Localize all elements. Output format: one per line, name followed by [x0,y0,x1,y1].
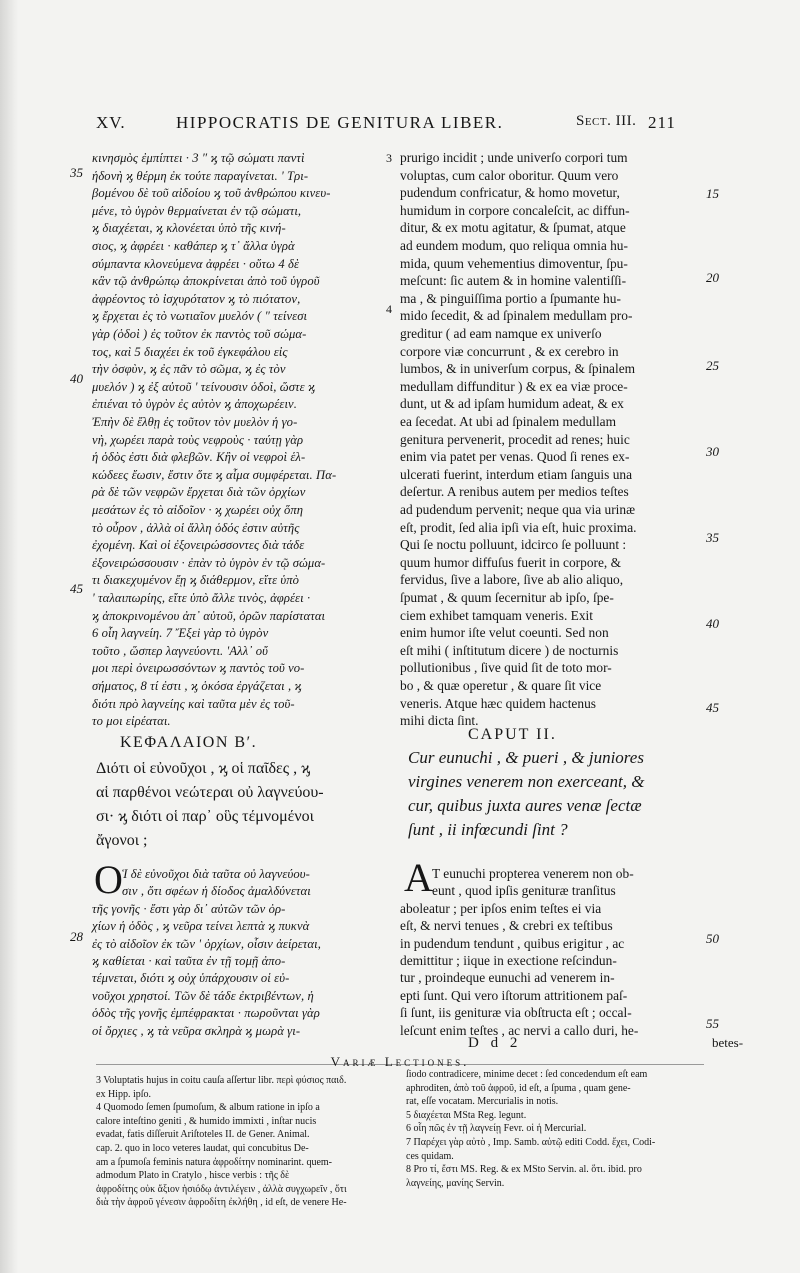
note-marker: 4 [386,302,392,316]
greek-text-line: γὰρ (ὁδοὶ ) ἐς τοῦτον ἐκ παντὸς τοῦ σώμα- [92,327,307,341]
greek-text-line: τος, καὶ 5 διαχέει ἐκ τοῦ ἐγκεφάλου εἰς [92,344,288,359]
latin-text-line: eſt, & nervi tenues , & crebri ex teſtibus [400,918,613,934]
latin-text-line: in pudendum tendunt , quibus erigitur , ac [400,935,625,951]
greek-text-line: ὁδὸς τῆς γονῆς ἐμπέφρακται · πωροῦνται γὰρ [92,1006,320,1021]
line-number: 35 [70,165,83,180]
latin-chapter-title-line: cur, quibus juxta aures venæ ſectæ [408,796,642,815]
line-number: 45 [70,581,83,596]
line-number: 45 [706,700,719,715]
variant-reading-line: cap. 2. quo in loco veteres laudat, qui concubitus De- [96,1143,309,1154]
greek-text-line: ἐξονειρώσσουσιν · ἐπὰν τὸ ὑγρὸν ἐν τῷ σώμα- [92,555,326,570]
latin-text-line: leſcunt enim teſtes , ac nervi a callo duri, he- [400,1022,639,1038]
variant-reading-line: am a ſpumoſa feminis natura ἀφροδίτην nominarint. quem- [96,1156,333,1168]
greek-text-line: βομένου δὲ τοῦ αἰδοίου ϗ τοῦ ἀνθρώπου κινευ- [92,186,331,201]
greek-text-line: χίων ἡ ὁδὸς , ϗ νεῦρα τείνει λεπτὰ ϗ πυκνὰ [92,919,310,934]
line-number: 28 [70,929,83,944]
greek-text-line: κινησμὸς ἐμπίπτει · 3 ″ ϗ τῷ σώματι παντὶ [92,151,305,165]
greek-text-line: τὸ οὖρον , ἀλλὰ οἱ ἄλλη ὁδός ἐστιν αὐτῆς [92,520,300,535]
greek-text-line: μένε, τὸ ὑγρὸν θερμαίνεται ἐν τῷ σώματι, [92,203,302,218]
latin-text-line: ditur, & ex motu agitatur, & ſpumat, atque [400,220,626,236]
latin-text-line: fervidus, ſive a labore, ſive ab alio aliquo, [400,572,624,588]
latin-chapter-title-line: ſunt , ii infœcundi ſint ? [408,820,568,839]
greek-text-line: σήματος, 8 τί ἐστι , ϗ ὁκόσα ἐργάζεται , ϗ [92,679,302,693]
note-marker: 3 [386,151,392,165]
latin-text-line: ad eundem modum, quo reliqua omnia hu- [400,238,628,253]
greek-text-column-bottom [92,864,382,1044]
latin-text-line: ſi ſunt, iis genituræ via obſtructa eſt ; occal- [400,1005,632,1021]
greek-text-line: νὴ, χωρέει παρὰ τοὺς νεφροὺς · ταύτῃ γὰρ [92,432,304,447]
latin-text-line: dunt, ut & ad ipſam humidum adeat, & ex [400,396,624,412]
greek-text-line: ρὰ δὲ τῶν νεφρῶν ἔρχεται διὰ τῶν ὀρχίων [92,485,306,500]
latin-text-line: bo , & quæ operetur , & quare ſit vice [400,678,602,693]
greek-text-line: ϗ διαχέεται, ϗ κλονέεται ὑπὸ τῆς κινή- [92,221,286,236]
latin-chapter-heading: CAPUT II. [468,726,557,743]
signature-mark: D d 2 [468,1035,522,1051]
greek-text-line: ἡδονὴ ϗ θέρμη ἐκ τούτε παραγίνεται. ' Τρι- [92,168,309,183]
latin-text-line: eunt , quod ipſis genituræ tranſitus [432,883,616,899]
greek-text-line: σύμπαντα κλονεύμενα ἀφρέει · οὕτω 4 δὲ [92,256,300,271]
greek-text-column-top [92,148,382,728]
variant-reading-line: 5 διαχέεται MSta Reg. legunt. [406,1109,527,1121]
variant-reading-line: aphroditen, ἀπὸ τοῦ ἀφροῦ, id eſt, a ſpuma , quam gene- [406,1082,631,1094]
line-number: 20 [706,270,719,285]
greek-text-line: ϗ ἀποκρινομένου ἀπ᾽ αὐτοῦ, ὁρῶν παρίσταται [92,608,326,623]
greek-text-line: σιν , ὅτι σφέων ἡ δίοδος ἀμαλδύνεται [122,884,311,899]
greek-text-line: τι διακεχυμένον ἔῃ ϗ διάθερμον, εἴτε ὑπὸ [92,573,300,588]
greek-text-line: νοῦχοι χρηστοί. Τῶν δὲ τάδε ἐκτριβέντων, ἡ [92,988,314,1003]
variant-reading-line: 7 Παρέχει γὰρ αὐτὸ , Imp. Samb. αὐτῷ editi Codd. ἔχει, Codi- [406,1137,656,1148]
greek-text-line: τῆς γονῆς · ἔστι γὰρ δι᾽ αὐτῶν τῶν ὀρ- [92,901,286,916]
header-section: Sect. III. [576,113,637,129]
greek-text-line: ϗ καθίεται · καὶ ταῦτα ἐν τῇ τομῇ ἀπο- [92,954,286,968]
greek-chapter-heading: ΚΕΦΑΛΑΙΟΝ Β′. [120,734,258,751]
latin-text-column-top [400,148,700,728]
latin-text-line: veneris. Atque hæc quidem hactenus [400,695,596,711]
variant-reading-line: διὰ τὴν ἀφροῦ γένεσιν ἀφροδίτη ἐκλήθη , id eſt, de venere He- [96,1197,347,1209]
variant-reading-line: 3 Voluptatis hujus in coitu cauſa aſſertur libr. περὶ φύσιος παιδ. [96,1075,347,1086]
greek-text-line: 6 οἷη λαγνείη. 7 Ἔξεi γὰρ τὸ ὑγρὸν [92,626,269,641]
greek-text-line: ἐς τὸ αἰδοῖον ἐκ τῶν ' ὀρχίων, οἷσιν ἀείρεται, [92,936,321,951]
latin-chapter-title-line: virgines venerem non exerceant, & [408,772,645,791]
variant-reading-line: rat, eſſe vocatam. Mercurialis in notis. [406,1096,559,1108]
latin-text-line: ea ſecedat. At ubi ad ſpinalem medullam [400,414,617,429]
latin-text-line: pollutionibus , ſive quid ſit de toto mor- [400,660,612,676]
latin-text-line: ma , & pinguiſſima portio a ſpumante hu- [400,290,621,306]
greek-chapter-title-line: ἄγονοι ; [96,832,148,849]
greek-text-line: κἂν τῷ ἀνθρώπῳ ἀποκρίνεται ἀπὸ τοῦ ὑγροῦ [92,274,320,289]
latin-text-line: humidum in corpore concaleſcit, ac diffun- [400,202,630,218]
variant-reading-line: ces quidam. [406,1150,454,1162]
greek-text-line: οἱ ὄρχιες , ϗ τὰ νεῦρα σκληρὰ ϗ μωρὰ γι- [92,1023,301,1038]
variant-reading-line: 6 οἷη πῶς ἐν τῇ λαγνείῃ Fevr. οἱ ἡ Mercurial. [406,1123,587,1135]
variae-lectiones-heading: Variæ Lectiones. [330,1054,470,1069]
latin-text-line: enim humor iſte velut coeunti. Sed non [400,625,609,641]
page-gutter-shadow [0,0,18,1273]
line-number: 15 [706,186,719,201]
line-number: 55 [706,1016,719,1031]
greek-text-line: τέμνεται, διότι ϗ οὐχ ὑπάρχουσιν οἱ εὐ- [92,971,290,986]
header-title: HIPPOCRATIS DE GENITURA LIBER. [176,113,504,132]
line-number: 40 [70,371,83,386]
greek-chapter-title-line: Διότι οἱ εὐνοῦχοι , ϗ οἱ παῖδες , ϗ [96,760,311,777]
latin-text-line: ad pudendum pervenit; neque qua via urinæ [400,502,636,517]
latin-text-line: demittitur ; iique in exectione reſcindun- [400,953,617,968]
latin-text-line: ciem exhibet tamquam veneris. Exit [400,607,593,623]
line-number: 25 [706,358,719,373]
greek-text-line: Ἱ δὲ εὐνοῦχοι διὰ ταῦτα οὐ λαγνεύου- [122,867,310,881]
greek-text-line: τοῦτο , ὥσπερ λαγνεύοντι. 'Αλλ᾽ οὔ [92,643,269,658]
line-number: 50 [706,931,719,946]
header-page-number: 211 [648,113,676,132]
variant-reading-line: ſiodo contradicere, minime decet : ſed concedendum eſt eam [406,1069,648,1080]
latin-text-line: lumbos, & in univerſum corpus, & ſpinalem [400,361,636,377]
variant-reading-line: 8 Pro τί, ἔστι MS. Reg. & ex MSto Servin. al. ὅτι. ibid. pro [406,1164,642,1176]
latin-text-line: medullam diffunditur ) & ex ea viæ proce- [400,378,628,394]
latin-text-line: tur , proindeque eunuchi ad venerem in- [400,970,615,986]
greek-text-line: ϗ ἔρχεται ἐς τὸ νωτιαῖον μυελόν ( ″ τείνεσι [92,309,308,324]
variant-reading-line: 4 Quomodo ſemen ſpumoſum, & album ratione in ipſo a [96,1102,320,1114]
latin-text-line: greditur ( ad eam namque ex univerſo [400,326,602,341]
variant-reading-line: evadat, fatis diſſeruit Ariſtoteles II. de Gener. Animal. [96,1129,310,1141]
variant-reading-line: calore inteſtino geniti , & humido immixti , inſtar nucis [96,1115,317,1127]
greek-text-line: σιος, ϗ ἀφρέει · καθάπερ ϗ τ᾽ ἄλλα ὑγρὰ [92,239,295,253]
line-number: 40 [706,616,719,631]
latin-text-line: prurigo incidit ; unde univerſo corpori tum [400,150,628,165]
line-number: 35 [706,530,719,545]
latin-drop-capital: A [404,855,433,900]
greek-text-line: ἡ ὁδὸς ἐστι διὰ φλεβῶν. Κἢν οἱ νεφροὶ ἑλ- [92,450,306,465]
latin-text-line: mihi dicta ſint. [400,713,479,729]
latin-text-line: quum humor diffuſus fuerit in corpore, & [400,554,622,570]
latin-text-line: aboleatur ; per ipſos enim teſtes ei via [400,900,602,916]
catchword: betes- [712,1035,744,1050]
greek-text-line: μοι περὶ ὀνειρωσσόντων ϗ παντὸς τοῦ νο- [92,661,305,676]
latin-text-line: genitura pervenerit, procedit ad renes; huic [400,431,630,447]
greek-text-line: κώδεες ἔωσιν, ἔστιν ὅτε ϗ αἷμα συμφέρεται. Πα- [92,467,337,482]
variant-reading-line: ἀφροδίτης οὐκ ἄξιον ἡσιόδῳ ἀντιλέγειν , ἀλλὰ συγχωρεῖν , ὅτι [96,1183,347,1195]
greek-text-line: μυελόν ) ϗ ἐξ αὐτοῦ ' τείνουσιν ὁδοὶ, ὥστε ϗ [92,379,316,394]
latin-text-line: deſertur. A renibus autem per medios teſtes [400,484,629,500]
greek-chapter-title-line: σι· ϗ διότι οἱ παρ᾽ οὓς τέμνομένοι [96,808,314,825]
greek-drop-capital: O [94,857,123,902]
greek-text-line: ἀφρέοντος τὸ ἰσχυρότατον ϗ τὸ πιότατον, [92,291,301,306]
greek-text-line: Ἐπὴν δὲ ἔλθῃ ἐς τοῦτον τὸν μυελὸν ἡ γο- [92,415,298,429]
latin-text-line: corpore viæ concurrunt , & ex cerebro in [400,343,619,359]
greek-text-line: το μοι εἰρέαται. [92,714,171,729]
greek-chapter-title-line: αἱ παρθένοι νεώτεραι οὐ λαγνεύου- [96,784,324,801]
latin-text-line: epti ſunt. Qui vero iſtorum attritionem paſ- [400,987,628,1003]
variant-reading-line: admodum Plato in Cratylo , hisce verbis : τῆς δὲ [96,1170,290,1182]
header-chapter-number: XV. [96,113,126,132]
latin-text-line: ulcerati fuerint, interdum etiam ſanguis una [400,466,633,482]
variant-reading-line: λαγνείης, μανίης Servin. [406,1177,505,1189]
greek-text-line: ἐπιέναι τὸ ὑγρὸν ἐς αὐτὸν ϗ ἀποχωρέειν. [92,397,297,412]
latin-text-line: eſt, prodit, ſed alia ipſi via eſt, huic proxima. [400,519,637,535]
running-header [96,113,796,139]
latin-text-line: eſt mihi ( inſtitutum dicere ) de nocturnis [400,642,619,658]
greek-text-line: διότι πρὸ λαγνείης καὶ ταῦτα μὲν ἐς τοῦ- [92,696,295,711]
latin-text-line: mida, quum vehementius dimoventur, ſpu- [400,255,628,271]
greek-text-line: τὴν ὀσφὺν, ϗ ἐς πᾶν τὸ σῶμα, ϗ ἐς τὸν [92,362,286,377]
greek-text-line: ἐχομένη. Καὶ οἱ ἐξονειρώσσοντες διὰ τάδε [92,538,305,553]
latin-text-line: meſcunt: ſic autem & in homine valentiſſi- [400,273,627,289]
latin-text-column-bottom [400,864,700,1044]
latin-chapter-title-line: Cur eunuchi , & pueri , & juniores [408,748,644,767]
latin-text-line: pudendum confricatur, & homo movetur, [400,185,620,201]
latin-text-line: voluptas, cum calor oboritur. Quum vero [400,167,619,183]
latin-text-line: enim via patet per venas. Quod ſi renes ex- [400,449,630,465]
latin-text-line: Qui ſe noctu polluunt, idcirco ſe polluunt : [400,537,627,553]
line-number: 30 [706,444,719,459]
latin-text-line: T eunuchi propterea venerem non ob- [432,866,634,881]
greek-text-line: ' ταλαιπωρίης, εἴτε ὑπὸ ἄλλε τινὸς, ἀφρέει · [92,591,311,605]
greek-text-line: μεσάτων ἐς τὸ αἰδοῖον · ϗ χωρέει οὐχ ὅπη [92,503,304,517]
latin-text-line: mido ſecedit, & ad ſpinalem medullam pro- [400,308,633,324]
latin-text-line: ſpumat , & quum ſecernitur ab ipſo, ſpe- [400,590,614,605]
variant-reading-line: ex Hipp. ipſo. [96,1088,151,1100]
